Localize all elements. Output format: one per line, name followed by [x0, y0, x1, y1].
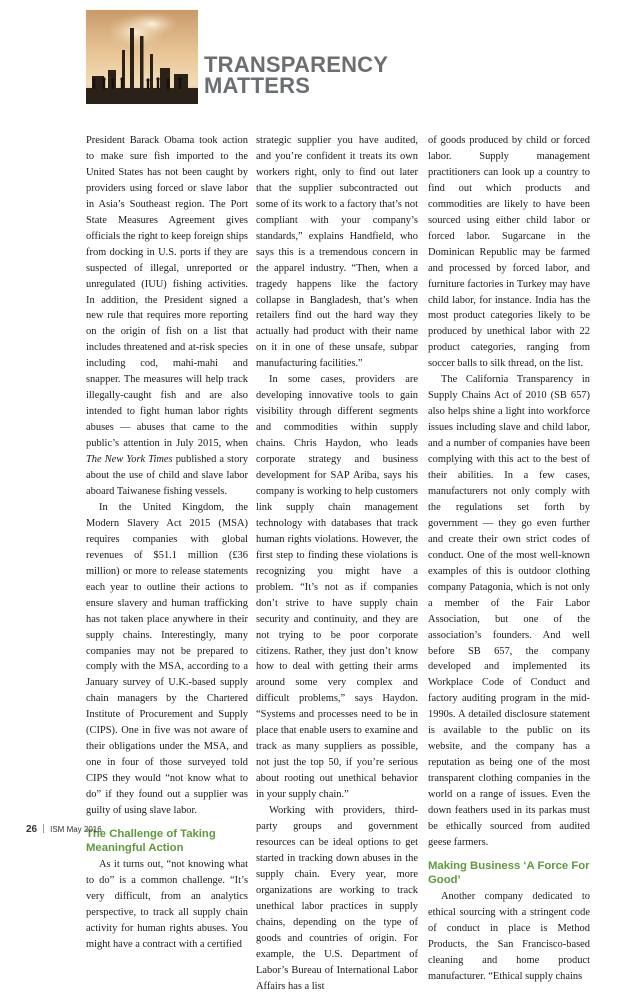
issue-label: ISM May 2016	[50, 825, 102, 834]
paragraph: Working with providers, third-party groups and government resources can be ideal options to get started in tracking down abuses in the supply chain. Every year, more organizations are working to track unethical labor practices in supply chains, depending on the type of goods and countries of origin. For example, the U.S. Department of Labor’s Bureau of International Labor Affairs has a list	[256, 805, 418, 992]
section-heading: The Challenge of Taking Meaningful Action	[86, 827, 216, 854]
article-column-1	[86, 133, 248, 953]
header-photo-industrial-skyline	[86, 10, 198, 104]
article-column-2	[256, 133, 418, 994]
paragraph: In the United Kingdom, the Modern Slavery Act 2015 (MSA) requires companies with global revenues of $51.1 million (£36 million) or more to release statements each year to outline their actions to ensure slavery and human trafficking has not taken place anywhere in their supply chains. Interestingly, many companies may not be prepared to comply with the MSA, according to a January survey of U.K.-based supply chain managers by the Chartered Institute of Procurement and Supply (CIPS). One in five was not aware of their obligations under the MSA, and one in four of those surveyed told CIPS they would “not know what to do” if they found out a supplier was guilty of using slave labor.	[86, 501, 248, 817]
paragraph	[86, 133, 248, 500]
article-headline	[204, 54, 388, 96]
smokestack-illustration	[86, 10, 198, 104]
paragraph: The California Transparency in Supply Chains Act of 2010 (SB 657) also helps shine a light into workforce issues including slave and child labor, and a number of companies have been complying with this act to the best of their abilities. In a few cases, manufacturers not only comply with the regulations set forth by government — they go even further and create their own strict codes of conduct. One of the most well-known examples of this is outdoor clothing company Patagonia, which is not only a member of the Fair Labor Association, but one of the association’s founders. And well before SB 657, the company developed and implemented its Workplace Code of Conduct and factory auditing program in the mid-1990s. A detailed disclosure statement is available to the public on its website, and the company has a reputation as being one of the most transparent clothing companies in the world on a range of issues. Even the down feathers used in its parkas must be ethically sourced from audited geese farmers.	[428, 374, 590, 848]
page-number: 26	[26, 824, 38, 835]
paragraph-text: President Barack Obama took action to make sure fish imported to the United States has not been caught by providers using forced or slave labor in Asia’s Southeast region. The Port State Measures Agreement gives officials the right to keep foreign ships from docking in U.S. ports if they are suspected of illegal, unreported or unregulated (IUU) fishing activities. In addition, the President signed a new rule that requires more reporting on the origin of fish on a list that includes threatened and at-risk species including cod, mahi-mahi and snapper. The measures will help track illegally-caught fish and are also intended to fight human labor rights abuses — abuses that came to the public’s attention in July 2015, when	[86, 135, 248, 450]
headline-line-2: MATTERS	[204, 73, 311, 98]
publication-title: The New York Times	[86, 454, 173, 466]
section-heading: Making Business ‘A Force For Good’	[428, 859, 590, 886]
page-footer	[26, 824, 102, 835]
paragraph: Another company dedicated to ethical sourcing with a stringent code of conduct in place is Method Products, the San Francisco-based cleaning and home product manufacturer. “Ethical supply chains	[428, 890, 590, 982]
paragraph: of goods produced by child or forced labor. Supply management practitioners can look up a country to find out which products and commodities are likely to have been sourced using either child labor or forced labor. Sugarcane in the Dominican Republic may be farmed and processed by forced labor, and furniture factories in Turkey may have child labor, for instance. India has the most product categories likely to be produced by unethical labor with 22 product categories, ranging from soccer balls to silk thread, on the list.	[428, 135, 590, 370]
footer-divider	[43, 824, 44, 833]
headline-line-1: TRANSPARENCY	[204, 52, 389, 77]
paragraph: In some cases, providers are developing innovative tools to gain visibility through different segments and commodities within supply chains. Chris Haydon, who leads corporate strategy and business development for SAP Ariba, says his company is working to help customers link supply chain management technology with databases that track human rights violations. However, the first step to finding these violations is recognizing you might have a problem. “It’s not as if companies don’t strive to have supply chain security and continuity, and they are not trying to be poor corporate citizens. Rather, they just don’t know how to deal with getting their arms around some very complex and difficult problems,” says Haydon. “Systems and processes need to be in place that enable users to examine and track as many suppliers as possible, not just the top 50, if you’re serious about rooting out unethical behavior in your supply chain.”	[256, 374, 418, 801]
article-column-3	[428, 133, 590, 985]
paragraph-text: published a story about the use of child and slave labor aboard Taiwanese fishing vessels.	[86, 454, 248, 497]
paragraph: As it turns out, “not knowing what to do” is a common challenge. “It’s very difficult, from an analytics perspective, to track all supply chain activity for human rights abuses. You might have a contract with a certified	[86, 858, 248, 950]
paragraph: strategic supplier you have audited, and you’re confident it treats its own workers right, only to find out later that the supplier subcontracted out some of its work to a factory that’s not compliant with your company’s standards,” explains Handfield, who says this is a tremendous concern in the apparel industry. “Then, when a tragedy happens like the factory collapse in Bangladesh, that’s when retailers find out the hard way they actually had product with their name on it in one of these unsafe, subpar manufacturing facilities.”	[256, 135, 418, 370]
